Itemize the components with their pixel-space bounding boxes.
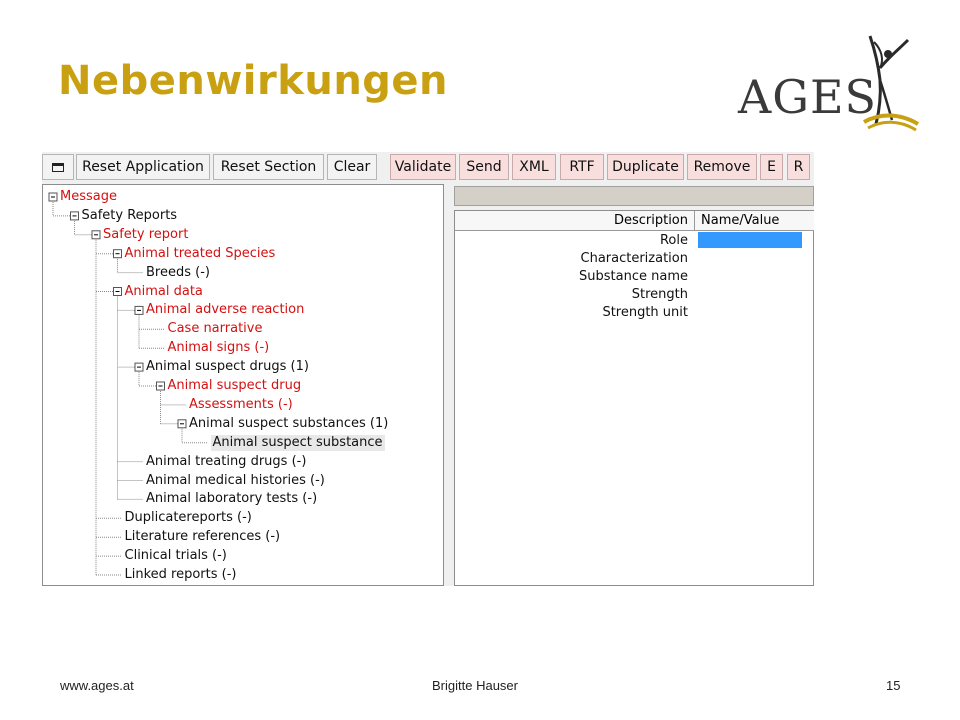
reset-section-button[interactable]: Reset Section bbox=[213, 154, 324, 180]
clear-button[interactable]: Clear bbox=[327, 154, 377, 180]
role-value-cell[interactable] bbox=[698, 232, 802, 248]
tree-node[interactable]: Animal treated Species bbox=[124, 245, 276, 261]
e-button[interactable]: E bbox=[760, 154, 783, 180]
send-button[interactable]: Send bbox=[459, 154, 509, 180]
tree-node[interactable]: Assessments (-) bbox=[189, 396, 293, 412]
tree-node[interactable]: Linked reports (-) bbox=[124, 567, 237, 582]
slide-title: Nebenwirkungen bbox=[58, 58, 449, 104]
tree-node[interactable]: Animal medical histories (-) bbox=[146, 472, 325, 488]
logo-text: AGES bbox=[738, 70, 878, 124]
detail-row-strength: Strength bbox=[631, 287, 688, 302]
r-button[interactable]: R bbox=[787, 154, 810, 180]
tree-node[interactable]: Animal treating drugs (-) bbox=[146, 453, 307, 469]
detail-row-role: Role bbox=[659, 233, 688, 248]
tree-node[interactable]: Case narrative bbox=[167, 321, 263, 337]
tree-node[interactable]: Animal suspect substances (1) bbox=[189, 415, 389, 431]
toolbar bbox=[42, 152, 814, 184]
rtf-button[interactable]: RTF bbox=[560, 154, 604, 180]
validate-button[interactable]: Validate bbox=[390, 154, 456, 180]
tree-node[interactable]: Animal suspect drugs (1) bbox=[146, 359, 309, 375]
xml-button[interactable]: XML bbox=[512, 154, 556, 180]
detail-row-substance-name: Substance name bbox=[579, 269, 688, 284]
reset-application-button[interactable]: Reset Application bbox=[76, 154, 210, 180]
tree-node[interactable]: Breeds (-) bbox=[146, 264, 210, 280]
duplicate-button[interactable]: Duplicate bbox=[607, 154, 684, 180]
detail-row-characterization: Characterization bbox=[580, 251, 688, 266]
tree-node[interactable]: Safety Reports bbox=[81, 207, 178, 223]
figure-logo-icon bbox=[858, 28, 928, 138]
tree-node[interactable]: Animal signs (-) bbox=[167, 340, 270, 356]
page-number: 15 bbox=[886, 678, 901, 693]
tree-node[interactable]: Animal data bbox=[124, 283, 203, 299]
tree-node[interactable]: Animal suspect drug bbox=[167, 378, 302, 393]
detail-panel bbox=[454, 210, 814, 586]
description-column-header[interactable]: Description bbox=[455, 211, 695, 231]
detail-row-strength-unit: Strength unit bbox=[602, 305, 688, 320]
tree-node[interactable]: Literature references (-) bbox=[124, 529, 281, 545]
detail-header-bar bbox=[454, 186, 814, 206]
tree-node[interactable]: Safety report bbox=[103, 226, 189, 242]
tree-node[interactable]: Clinical trials (-) bbox=[124, 548, 227, 564]
window-toggle-button[interactable] bbox=[42, 154, 74, 180]
tree-node[interactable]: Duplicatereports (-) bbox=[124, 510, 252, 526]
footer-url: www.ages.at bbox=[60, 678, 134, 693]
window-icon bbox=[52, 163, 64, 172]
tree-node[interactable]: Animal adverse reaction bbox=[146, 302, 305, 318]
tree-node[interactable]: Animal suspect substance bbox=[212, 434, 383, 450]
tree-node[interactable]: Animal laboratory tests (-) bbox=[146, 491, 318, 507]
footer-author: Brigitte Hauser bbox=[432, 678, 518, 693]
remove-button[interactable]: Remove bbox=[687, 154, 757, 180]
tree-panel bbox=[42, 184, 444, 586]
tree-node[interactable]: Message bbox=[60, 189, 117, 204]
application-window bbox=[42, 152, 814, 586]
value-column-header[interactable]: Name/Value bbox=[695, 211, 814, 231]
ages-logo bbox=[738, 28, 928, 138]
